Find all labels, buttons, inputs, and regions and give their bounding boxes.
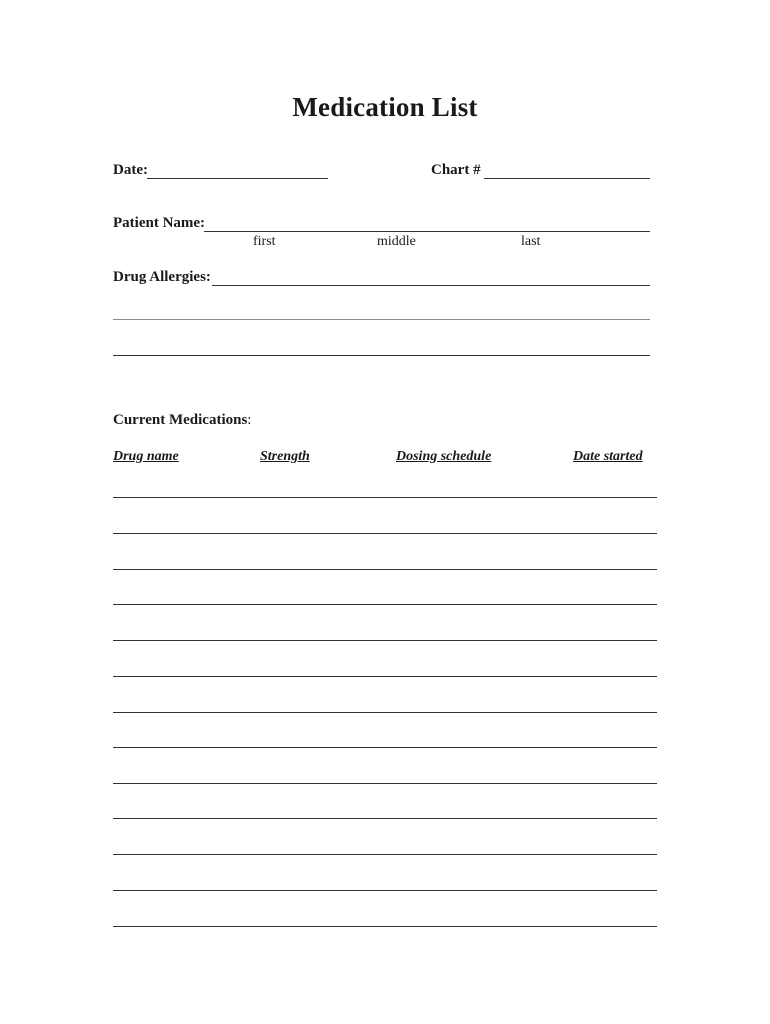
- medication-row-line[interactable]: [113, 569, 657, 570]
- column-header-drug-name: Drug name: [113, 449, 179, 464]
- medication-row-line[interactable]: [113, 747, 657, 748]
- medication-row-line[interactable]: [113, 604, 657, 605]
- name-part-first: first: [253, 234, 276, 249]
- page-title: Medication List: [292, 92, 478, 122]
- column-header-dosing-schedule: Dosing schedule: [396, 449, 492, 464]
- medication-row-line[interactable]: [113, 926, 657, 927]
- medication-row-line[interactable]: [113, 712, 657, 713]
- medication-row-line[interactable]: [113, 818, 657, 819]
- column-header-date-started: Date started: [573, 449, 643, 464]
- date-label: Date:: [113, 162, 148, 178]
- date-field[interactable]: [147, 163, 328, 179]
- drug-allergies-field[interactable]: [212, 270, 650, 286]
- patient-name-field[interactable]: [204, 216, 650, 232]
- current-medications-heading-text: Current Medications: [113, 412, 248, 428]
- medication-row-line[interactable]: [113, 676, 657, 677]
- drug-allergies-line-3[interactable]: [113, 355, 650, 356]
- current-medications-heading: [113, 412, 251, 429]
- column-header-strength: Strength: [260, 449, 310, 464]
- medication-row-line[interactable]: [113, 890, 657, 891]
- medication-row-line[interactable]: [113, 497, 657, 498]
- current-medications-heading-colon: :: [247, 412, 252, 428]
- chart-number-label: Chart #: [431, 162, 481, 178]
- patient-name-label: Patient Name:: [113, 215, 206, 231]
- name-part-middle: middle: [377, 234, 416, 249]
- drug-allergies-label: Drug Allergies:: [113, 269, 211, 285]
- drug-allergies-line-2[interactable]: [113, 319, 650, 320]
- medication-row-line[interactable]: [113, 533, 657, 534]
- chart-number-field[interactable]: [484, 163, 650, 179]
- medication-row-line[interactable]: [113, 783, 657, 784]
- medication-row-line[interactable]: [113, 854, 657, 855]
- name-part-last: last: [521, 234, 541, 249]
- medication-row-line[interactable]: [113, 640, 657, 641]
